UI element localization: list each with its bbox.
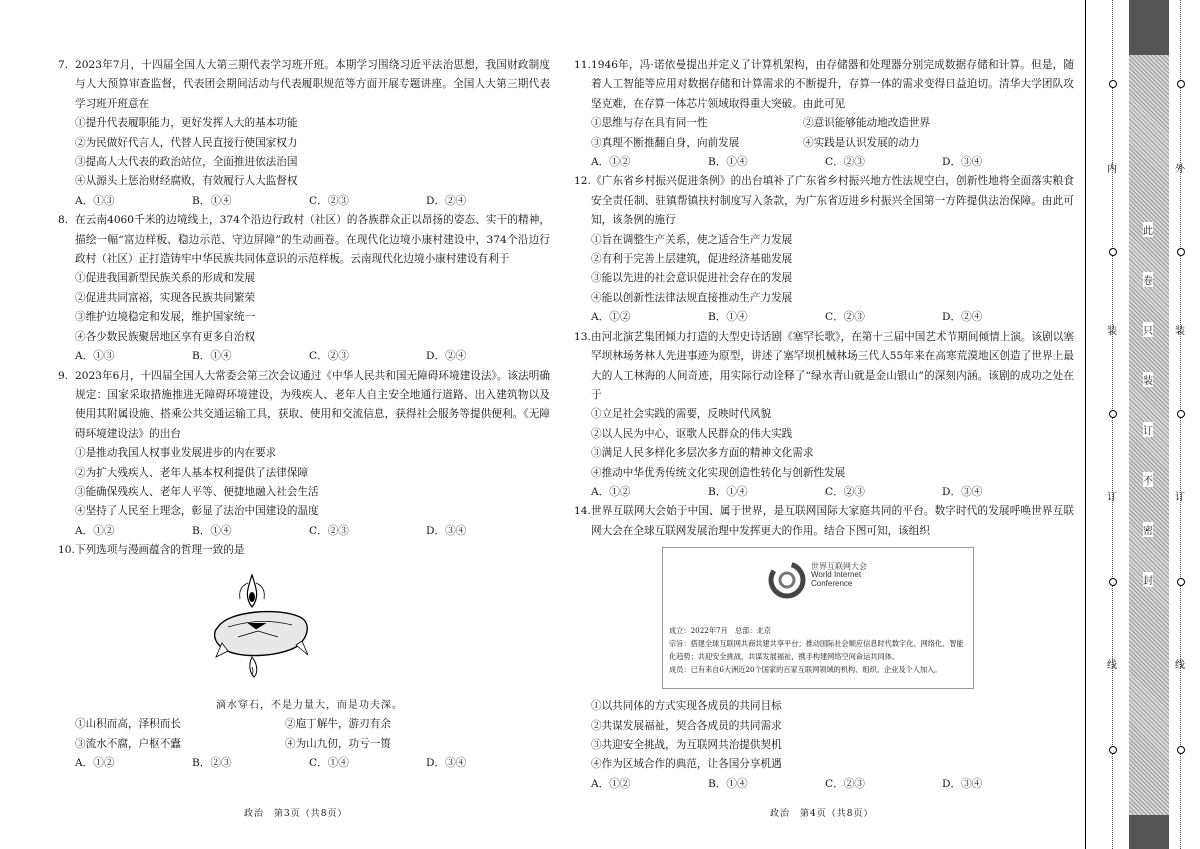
statement: ③共迎安全挑战，为互联网共治提供契机 (591, 738, 782, 751)
water-drop-stone-cartoon (208, 567, 348, 687)
inner-label: 内 (1107, 164, 1117, 175)
question-stem: 世界互联网大会始于中国、属于世界，是互联网国际大家庭共同的平台。数字时代的发展呼唤世界互联网大会在全球互联网发展治理中发挥更大的作用。结合下图可知，该组织 (591, 505, 1074, 537)
statement: ④为山九仞，功亏一篑 (285, 737, 391, 750)
statement: ④推动中华优秀传统文化实现创造性转化与创新性发展 (591, 466, 846, 479)
inner-label: 线 (1107, 660, 1117, 671)
option-c: C．①④ (309, 757, 349, 770)
option-d: D．③④ (942, 156, 983, 169)
statement: ④作为区域合作的典范，让各国分享机遇 (591, 758, 782, 771)
option-d: D．②④ (426, 194, 467, 207)
answer-options (574, 153, 1074, 172)
answer-options (58, 347, 550, 366)
option-d: D．③④ (426, 524, 467, 537)
outer-label: 装 (1175, 326, 1185, 337)
notice-char: 装 (1143, 372, 1153, 387)
option-b: B．①④ (708, 485, 748, 498)
binding-hole (1177, 578, 1185, 586)
statement: ②促进共同富裕，实现各民族共同繁荣 (75, 291, 256, 304)
statement: ④坚持了人民至上理念，彰显了法治中国建设的温度 (75, 505, 319, 518)
binding-hole (1177, 80, 1185, 88)
option-c: C．②③ (825, 777, 865, 790)
answer-options (574, 308, 1074, 327)
wic-logo-icon (767, 560, 807, 600)
option-c: C．②③ (825, 156, 865, 169)
notice-char: 封 (1143, 572, 1153, 587)
option-d: D．②④ (942, 311, 983, 324)
page-footer-left: 政治 第3页（共8页） (244, 809, 348, 819)
question-stem: 2023年6月，十四届全国人大常委会第三次会议通过《中华人民共和国无障碍环境建设法》。该法明确规定：国家采取措施推进无障碍环境建设，为残疾人、老年人自主安全地通行道路、出入建筑物以及使用其附属设施、搭乘公共交通运输工具，获取、使用和交流信息，获得社会服务等提供便利。《无障碍环境建设法》的出台 (75, 369, 550, 440)
statement: ③能以先进的社会意识促进社会存在的发展 (591, 272, 793, 285)
answer-options (574, 775, 1074, 794)
notice-char: 订 (1143, 422, 1153, 437)
statement: ②以人民为中心，讴歌人民群众的伟大实践 (591, 427, 793, 440)
question-number: 13. (574, 330, 591, 343)
statement: ③能确保残疾人、老年人平等、便捷地融入社会生活 (75, 485, 319, 498)
option-c: C．②③ (309, 350, 349, 363)
question-stem: 《广东省乡村振兴促进条例》的出台填补了广东省乡村振兴地方性法规空白，创新性地将全面落实粮食安全责任制、驻镇帮镇扶村制度写入条款，为广东省迈进乡村振兴全国第一方阵提供法治保障。由此可知，该条例的施行 (591, 175, 1074, 227)
option-d: D．③④ (942, 485, 983, 498)
question-12 (574, 172, 1074, 327)
right-column (574, 56, 1074, 794)
option-a: A．①③ (75, 350, 115, 363)
statement: ③真理不断推翻自身，向前发展 (591, 136, 740, 149)
option-a: A．①② (591, 485, 631, 498)
option-c: C．②③ (825, 311, 865, 324)
dark-band-bottom (1129, 815, 1169, 849)
answer-options (58, 754, 550, 773)
question-9 (58, 367, 550, 542)
inner-dotted-line (1112, 0, 1113, 849)
option-a: A．①② (591, 311, 631, 324)
outer-label: 线 (1175, 660, 1185, 671)
option-b: B．①④ (192, 194, 232, 207)
statement: ②为民做好代言人，代替人民直接行使国家权力 (75, 136, 298, 149)
statement-grid (58, 715, 550, 754)
option-c: C．②③ (309, 524, 349, 537)
option-b: B．①④ (708, 311, 748, 324)
statement: ③提高人大代表的政治站位，全面推进依法治国 (75, 156, 298, 169)
binding-hole (1177, 248, 1185, 256)
question-10 (58, 541, 550, 773)
notice-char: 卷 (1143, 272, 1153, 287)
question-number: 14. (574, 505, 591, 518)
option-a: A．①③ (75, 194, 115, 207)
statement: ③维护边境稳定和发展，维护国家统一 (75, 311, 256, 324)
option-d: D．②④ (426, 350, 467, 363)
answer-options (574, 483, 1074, 502)
dark-band-top (1129, 0, 1169, 55)
binding-hole (1109, 80, 1117, 88)
page-footer-right: 政治 第4页（共8页） (770, 809, 874, 819)
cartoon-caption: 滴水穿石，不是力量大，而是功夫深。 (216, 699, 403, 711)
question-number: 10. (58, 544, 75, 557)
question-7 (58, 56, 550, 211)
binding-hole (1109, 248, 1117, 256)
outer-label: 订 (1175, 492, 1185, 503)
statement: ④从源头上惩治财经腐败，有效履行人大监督权 (75, 175, 298, 188)
question-stem: 1946年，冯·诺依曼提出并定义了计算机架构，由存储器和处理器分别完成数据存储和计算。但是，随着人工智能等应用对数据存储和计算需求的不断提升，存算一体的需求变得日益迫切。清华大学团队攻坚克难，在存算一体芯片领域取得重大突破。由此可见 (591, 59, 1074, 110)
wic-name-en-line1: World Internet (811, 570, 862, 580)
notice-char: 不 (1143, 472, 1153, 487)
question-stem: 在云南4060千米的边境线上，374个沿边行政村（社区）的各族群众正以昂扬的姿态、实干的精神，描绘一幅“富边样板、稳边示范、守边屏障”的生动画卷。在现代化边境小康村建设中，374个沿边行政村（社区）正打造铸牢中华民族共同体意识的示范样板。云南现代化边境小康村建设有利于 (75, 214, 550, 266)
statement: ①促进我国新型民族关系的形成和发展 (75, 272, 256, 285)
option-b: B．①④ (192, 350, 232, 363)
option-b: B．①④ (708, 156, 748, 169)
option-c: C．②③ (825, 485, 865, 498)
statement: ②庖丁解牛，游刃有余 (285, 718, 391, 731)
wic-founded: 成立：2022年7月 总部：北京 (669, 626, 771, 636)
option-d: D．③④ (942, 777, 983, 790)
wic-name-cn: 世界互联网大会 (811, 562, 867, 572)
left-column (58, 56, 550, 774)
question-11 (574, 56, 1074, 172)
binding-hole (1177, 410, 1185, 418)
statement: ①以共同体的方式实现各成员的共同目标 (591, 700, 782, 713)
statement: ④各少数民族聚居地区享有更多自治权 (75, 330, 256, 343)
statement: ②意识能够能动地改造世界 (803, 117, 931, 130)
outer-label: 外 (1175, 164, 1185, 175)
question-stem: 2023年7月，十四届全国人大第三期代表学习班开班。本期学习围绕习近平法治思想，我国财政制度与人大预算审查监督，代表团会期间活动与代表履职规范等方面开展专题讲座。全国人大第三期代表学习班开班意在 (75, 59, 550, 110)
option-c: C．②③ (309, 194, 349, 207)
statement: ①提升代表履职能力，更好发挥人大的基本功能 (75, 117, 298, 130)
binding-hole (1109, 746, 1117, 754)
question-number: 9. (58, 369, 69, 382)
statement: ①旨在调整生产关系，使之适合生产力发展 (591, 233, 793, 246)
statement: ①思维与存在具有同一性 (591, 117, 708, 130)
wic-info (669, 624, 967, 676)
strip-border (1085, 0, 1086, 849)
statement: ③满足人民多样化多层次多方面的精神文化需求 (591, 447, 814, 460)
question-number: 8. (58, 214, 69, 227)
option-a: A．①② (591, 777, 631, 790)
option-d: D．③④ (426, 757, 467, 770)
binding-hole (1109, 410, 1117, 418)
question-13 (574, 328, 1074, 503)
statement: ①是推动我国人权事业发展进步的内在要求 (75, 447, 277, 460)
question-number: 11. (574, 59, 591, 71)
wic-name-en (811, 570, 861, 588)
option-a: A．①② (591, 156, 631, 169)
wic-purpose: 宗旨：搭建全球互联网共商共建共享平台；推动国际社会顺应信息时代数字化、网络化、智能化趋势；共迎安全挑战，共谋发展福祉，携手构建网络空间命运共同体。 (669, 639, 964, 662)
wic-info-box (662, 547, 974, 689)
statement: ④实践是认识发展的动力 (803, 136, 920, 149)
option-b: B．①④ (708, 777, 748, 790)
question-number: 12. (574, 175, 591, 188)
notice-char: 只 (1143, 322, 1153, 337)
question-number: 7. (58, 59, 69, 71)
notice-char: 密 (1143, 522, 1153, 537)
binding-hole (1109, 578, 1117, 586)
option-b: B．②③ (192, 757, 232, 770)
statement-grid (574, 114, 1074, 153)
binding-hole (1177, 746, 1185, 754)
answer-options (58, 522, 550, 541)
option-b: B．①④ (192, 524, 232, 537)
wic-members: 成员：已有来自6大洲近20个国家的百家互联网领域的机构、组织、企业及个人加入。 (669, 665, 942, 675)
statement: ②为扩大残疾人、老年人基本权利提供了法律保障 (75, 466, 309, 479)
question-stem: 由河北演艺集团倾力打造的大型史诗话剧《塞罕长歌》，在第十三届中国艺术节期间倾情上演。该剧以塞罕坝林场务林人先进事迹为原型，讲述了塞罕坝机械林场三代人55年来在高寒荒漠地区创造了世界上最大的人工林海的人间奇迹，用实际行动诠释了“绿水青山就是金山银山”的深刻内涵。该剧的成功之处在于 (591, 330, 1074, 401)
statement: ④能以创新性法律法规直接推动生产力发展 (591, 291, 793, 304)
binding-strip (1085, 0, 1200, 849)
wic-name-en-line2: Conference (811, 579, 853, 589)
option-a: A．①② (75, 757, 115, 770)
question-8 (58, 211, 550, 366)
answer-options (58, 192, 550, 211)
option-a: A．①② (75, 524, 115, 537)
question-14 (574, 502, 1074, 794)
statement: ①立足社会实践的需要，反映时代风貌 (591, 408, 772, 421)
statement: ②共谋发展福祉，契合各成员的共同需求 (591, 719, 782, 732)
statement: ①山积而高，泽积而长 (75, 718, 181, 731)
notice-char: 此 (1143, 222, 1153, 237)
inner-label: 装 (1107, 326, 1117, 337)
question-stem: 下列选项与漫画蕴含的哲理一致的是 (75, 544, 245, 557)
statement: ③流水不腐，户枢不蠹 (75, 737, 181, 750)
cartoon-image (208, 567, 408, 694)
inner-label: 订 (1107, 492, 1117, 503)
outer-dotted-line (1180, 0, 1181, 849)
statement: ②有利于完善上层建筑，促进经济基础发展 (591, 253, 793, 266)
